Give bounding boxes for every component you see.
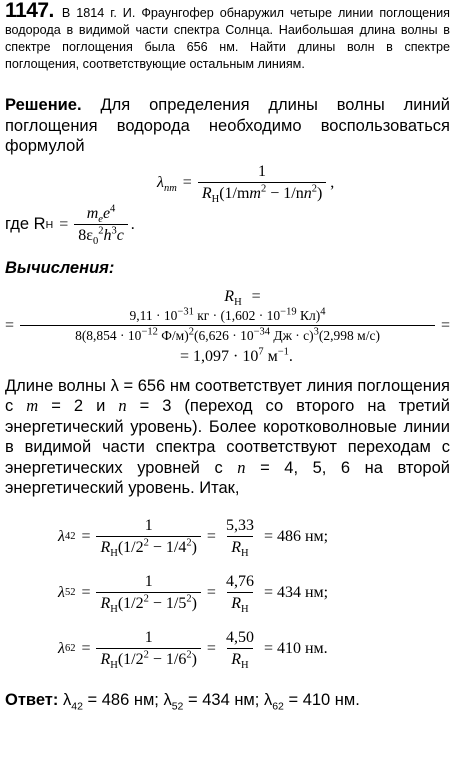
line-42: λ 42 = $\frac{1}{R_H(1/2^2 - 1/4^2)}$ = $\frac{5,33}{R_H}$ = 486 нм; (58, 516, 329, 559)
line-52: λ 52 = $\frac{1}{R_H(1/2^2 - 1/5^2)}$ = $\frac{4,76}{R_H}$ = 434 нм; (58, 572, 329, 615)
calc-big-fraction: $\frac{9,11 \cdot 10^{-31} кг \cdot (1,602 \cdot 10^{-19} Кл)^4}{8(8,854 \cdot 10^{-12} Ф/м)^2(6,626 \cdot 10^{-34} Дж \cdot с)^3(2,998 м/с)}$ (20, 308, 435, 344)
main-formula: $\lambda_{nm}$ = $\frac{1}{R_H(1/mm^2 - 1/nn^2)}$ , (157, 162, 335, 205)
solution-label: Решение. (5, 96, 82, 114)
calc-result: = $1,097 \cdot 10^7$ $м^{-1}$. (180, 346, 293, 365)
answer: Ответ: $\lambda_{42} = 486$ нм; $\lambda_{52} = 434$ нм; $\lambda_{62} = 410$ нм. (5, 690, 360, 712)
page (5, 2, 450, 710)
rh-definition: где R H = $\frac{m_ee^4}{8\varepsilon_0^2h^3c}$ . (5, 203, 135, 247)
problem-text: В 1814 г. И. Фраунгофер обнаружил четыре линии поглощения водорода в видимой части спектра Солнца. Наибольшая длина волны в спектре поглощения была 656 нм. Найти длины волн в спектре поглощения, соответствующие остальным линиям. (5, 6, 450, 71)
problem-statement (5, 2, 450, 73)
discussion: Длине волны λ = 656 нм соответствует линия поглощения с m = 2 и n = 3 (переход со второго на третий энергетический уровень). Более коротковолновые линии в видимой части спектра соответствуют переходам с энергетических уровней с n = 4, 5, 6 на второй энергетический уровень. Итак, (5, 376, 450, 497)
formula-lambda: $\lambda_{nm}$ (157, 173, 177, 194)
formula-fraction: $\frac{1}{R_H(1/mm^2 - 1/nn^2)}$ (198, 163, 326, 203)
calc-title: Вычисления: (5, 258, 115, 277)
solution-intro-text: Для определения длины волны линий поглощения водорода необходимо воспользоваться формулой (5, 96, 450, 155)
rh-fraction: $\frac{m_ee^4}{8\varepsilon_0^2h^3c}$ (74, 205, 128, 245)
problem-number: 1147. (5, 0, 54, 22)
calc-rh-lhs: $R_H$ = (224, 287, 261, 308)
line-62: λ 62 = $\frac{1}{R_H(1/2^2 - 1/6^2)}$ = $\frac{4,50}{R_H}$ = 410 нм. (58, 628, 328, 671)
calc-big-fraction-row: = $\frac{9,11 \cdot 10^{-31} кг \cdot (1,602 \cdot 10^{-19} Кл)^4}{8(8,854 \cdot 10^{-12} Ф/м)^2(6,626 \cdot 10^{-34} Дж \cdot с)^3(2,998 м/с)}$ = (5, 306, 450, 343)
wavelength-lines (5, 513, 450, 673)
solution-intro (5, 95, 450, 157)
